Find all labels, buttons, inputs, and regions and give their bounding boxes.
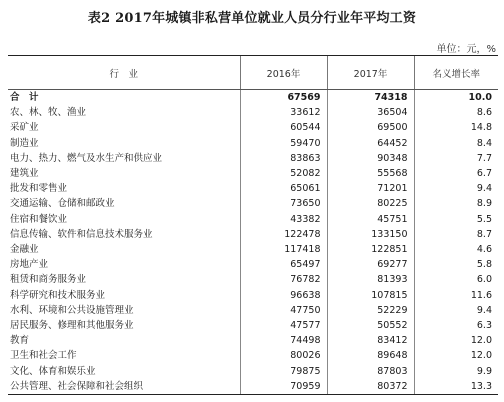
header-industry: 行 业 [8, 56, 240, 90]
industry-cell: 科学研究和技术服务业 [10, 289, 106, 301]
value-2017-cell: 36504 [327, 105, 414, 120]
value-2017-cell: 90348 [327, 151, 414, 166]
table-row [8, 348, 498, 363]
table-row [8, 257, 498, 272]
industry-cell: 居民服务、修理和其他服务业 [10, 320, 134, 332]
value-2017-cell: 69277 [327, 257, 414, 272]
value-2017-cell: 122851 [327, 242, 414, 257]
table-row [8, 318, 498, 333]
growth-cell: 9.4 [414, 181, 498, 196]
table-row [8, 90, 498, 106]
wage-table [8, 55, 498, 395]
table-row [8, 181, 498, 196]
growth-cell: 6.3 [414, 318, 498, 333]
growth-cell: 5.5 [414, 212, 498, 227]
table-row [8, 196, 498, 211]
header-row [8, 56, 498, 90]
industry-cell: 公共管理、社会保障和社会组织 [8, 379, 240, 395]
value-2017-cell: 81393 [327, 272, 414, 287]
value-2017-cell: 55568 [327, 166, 414, 181]
table-row [8, 303, 498, 318]
industry-cell: 建筑业 [10, 168, 39, 180]
table-row [8, 151, 498, 166]
table-row [8, 288, 498, 303]
growth-cell: 12.0 [414, 348, 498, 363]
value-2016-cell: 74498 [240, 333, 327, 348]
industry-cell: 批发和零售业 [10, 183, 68, 195]
industry-cell: 农、林、牧、渔业 [10, 107, 87, 119]
value-2017-cell: 64452 [327, 136, 414, 151]
value-2017-cell: 89648 [327, 348, 414, 363]
growth-cell: 10.0 [414, 90, 498, 106]
industry-cell: 水利、环境和公共设施管理业 [10, 304, 134, 316]
value-2016-cell: 60544 [240, 120, 327, 135]
value-2017-cell: 69500 [327, 120, 414, 135]
table-row [8, 166, 498, 181]
growth-cell: 4.6 [414, 242, 498, 257]
value-2016-cell: 47577 [240, 318, 327, 333]
growth-cell: 7.7 [414, 151, 498, 166]
industry-cell: 房地产业 [10, 259, 49, 271]
value-2016-cell: 52082 [240, 166, 327, 181]
growth-cell: 8.7 [414, 227, 498, 242]
industry-cell: 住宿和餐饮业 [10, 213, 68, 225]
growth-cell: 6.7 [414, 166, 498, 181]
industry-cell: 教育 [10, 335, 30, 347]
value-2016-cell: 59470 [240, 136, 327, 151]
value-2016-cell: 67569 [240, 90, 327, 106]
value-2016-cell: 65497 [240, 257, 327, 272]
table-row [8, 364, 498, 379]
value-2016-cell: 96638 [240, 288, 327, 303]
value-2016-cell: 65061 [240, 181, 327, 196]
value-2016-cell: 76782 [240, 272, 327, 287]
header-growth: 名义增长率 [414, 56, 498, 90]
industry-cell: 金融业 [10, 244, 39, 256]
table-row [8, 227, 498, 242]
value-2016-cell: 33612 [240, 105, 327, 120]
growth-cell: 9.9 [414, 364, 498, 379]
value-2016-cell: 117418 [240, 242, 327, 257]
table-row [8, 105, 498, 120]
value-2017-cell: 83412 [327, 333, 414, 348]
value-2016-cell: 83863 [240, 151, 327, 166]
value-2017-cell: 133150 [327, 227, 414, 242]
value-2016-cell: 47750 [240, 303, 327, 318]
value-2016-cell: 43382 [240, 212, 327, 227]
value-2016-cell: 80026 [240, 348, 327, 363]
value-2016-cell: 70959 [240, 379, 327, 395]
industry-cell: 合 计 [10, 92, 39, 103]
growth-cell: 8.6 [414, 105, 498, 120]
table-row [8, 242, 498, 257]
value-2017-cell: 52229 [327, 303, 414, 318]
table-row [8, 212, 498, 227]
table-title: 表2 2017年城镇非私营单位就业人员分行业年平均工资 [87, 11, 417, 26]
industry-cell: 卫生和社会工作 [10, 350, 77, 362]
value-2017-cell: 87803 [327, 364, 414, 379]
growth-cell: 13.3 [414, 379, 498, 395]
value-2017-cell: 107815 [327, 288, 414, 303]
table-row [8, 272, 498, 287]
industry-cell: 文化、体育和娱乐业 [10, 365, 96, 377]
industry-cell: 交通运输、仓储和邮政业 [10, 198, 115, 210]
value-2017-cell: 50552 [327, 318, 414, 333]
growth-cell: 6.0 [414, 272, 498, 287]
header-2016: 2016年 [240, 56, 327, 90]
industry-cell: 采矿业 [10, 122, 39, 134]
growth-cell: 11.6 [414, 288, 498, 303]
industry-cell: 制造业 [10, 137, 39, 149]
value-2017-cell: 80225 [327, 196, 414, 211]
growth-cell: 8.9 [414, 196, 498, 211]
industry-cell: 电力、热力、燃气及水生产和供应业 [10, 152, 163, 164]
growth-cell: 12.0 [414, 333, 498, 348]
table-row [8, 136, 498, 151]
growth-cell: 14.8 [414, 120, 498, 135]
value-2017-cell: 74318 [327, 90, 414, 106]
industry-cell: 信息传输、软件和信息技术服务业 [10, 228, 153, 240]
table-row [8, 379, 498, 395]
table-row [8, 120, 498, 135]
value-2016-cell: 73650 [240, 196, 327, 211]
table-row [8, 333, 498, 348]
industry-cell: 租赁和商务服务业 [10, 274, 87, 286]
growth-cell: 8.4 [414, 136, 498, 151]
growth-cell: 9.4 [414, 303, 498, 318]
value-2016-cell: 122478 [240, 227, 327, 242]
value-2016-cell: 79875 [240, 364, 327, 379]
value-2017-cell: 80372 [327, 379, 414, 395]
value-2017-cell: 45751 [327, 212, 414, 227]
value-2017-cell: 71201 [327, 181, 414, 196]
growth-cell: 5.8 [414, 257, 498, 272]
unit-label: 单位：元，% [436, 44, 496, 55]
header-2017: 2017年 [327, 56, 414, 90]
